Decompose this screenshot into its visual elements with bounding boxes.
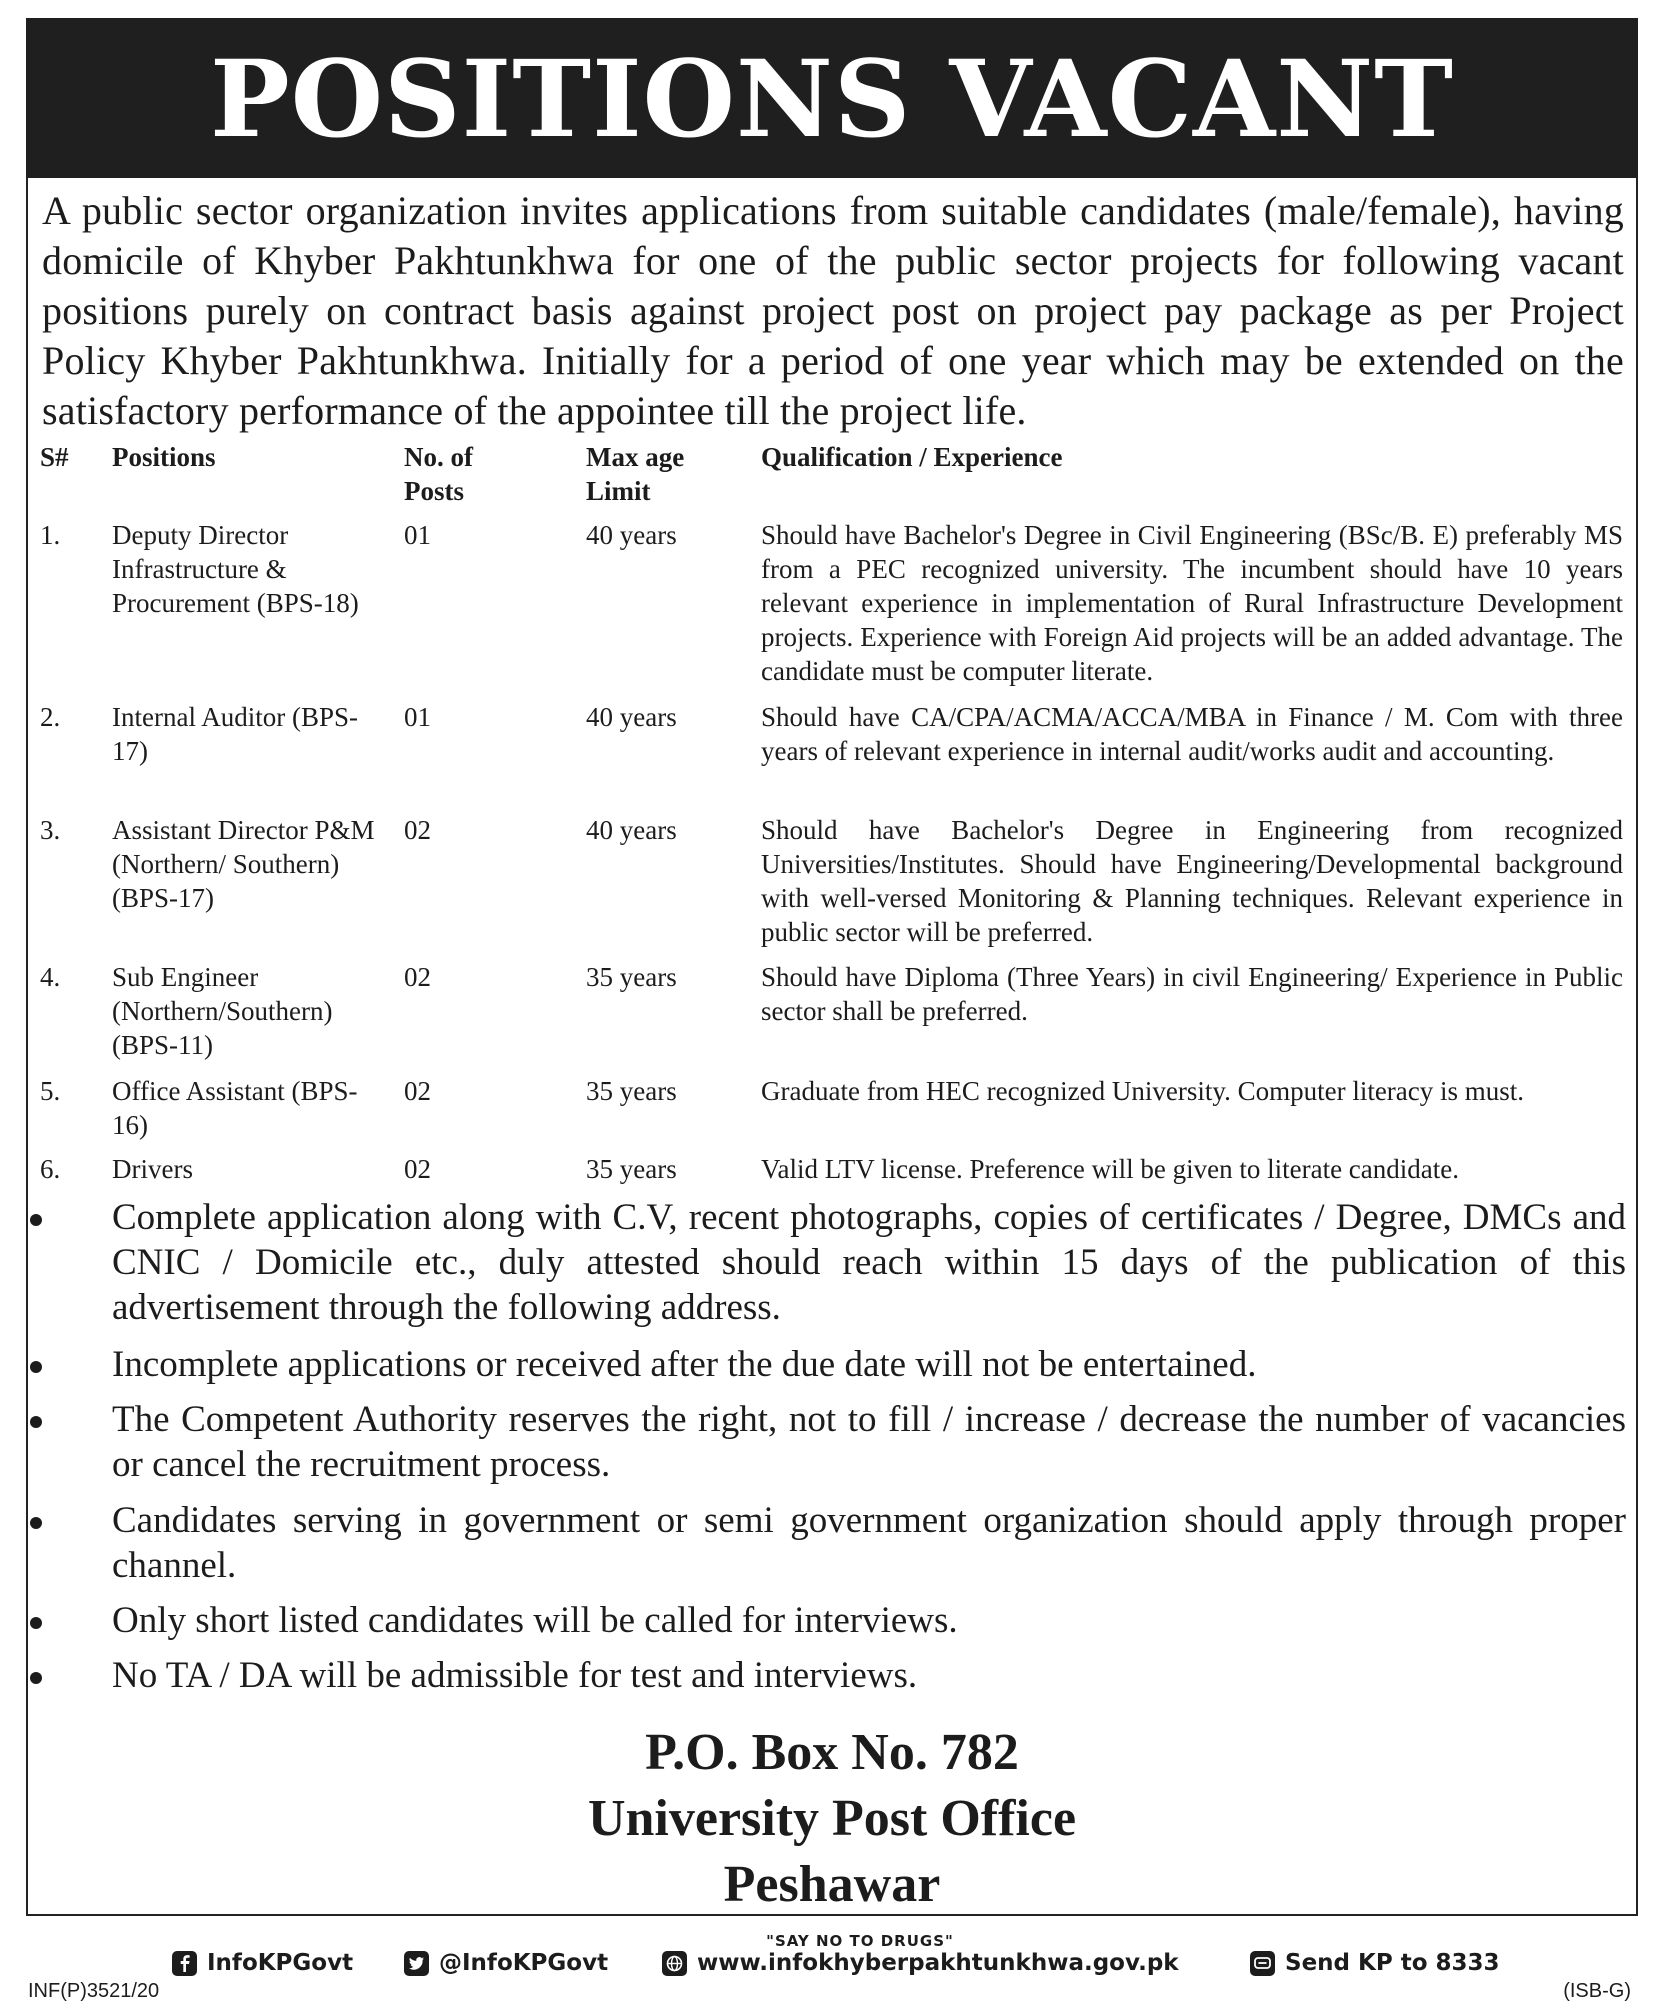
table-header (40, 440, 1630, 510)
row-age: 40 years (586, 702, 677, 732)
bullet-icon (30, 1214, 42, 1226)
region-code: (ISB-G) (1563, 1980, 1631, 2002)
twitter-icon (404, 1951, 429, 1976)
row-qualification: Should have Diploma (Three Years) in civil Engineering/ Experience in Public sector shall be preferred. (761, 962, 1623, 1026)
row-posts: 02 (404, 815, 431, 845)
list-item-text: Candidates serving in government or semi government organization should apply through proper channel. (112, 1500, 1626, 1586)
list-item-text: The Competent Authority reserves the right, not to fill / increase / decrease the number of vacancies or cancel the recruitment process. (112, 1399, 1626, 1485)
bullet-icon (30, 1361, 42, 1373)
facebook-contact[interactable] (172, 1950, 353, 1976)
facebook-icon (172, 1951, 197, 1976)
row-position: Internal Auditor (BPS-17) (112, 702, 358, 766)
header-max-age: Max age Limit (586, 442, 685, 506)
page-title: POSITIONS VACANT (26, 18, 1638, 178)
address-city: Peshawar (723, 1856, 941, 1913)
row-age: 35 years (586, 962, 677, 992)
address-post-office: University Post Office (587, 1790, 1077, 1847)
row-posts: 02 (404, 1154, 431, 1184)
bullet-icon (30, 1517, 42, 1529)
row-sn: 1. (40, 520, 61, 550)
sms-icon (1250, 1951, 1275, 1976)
row-age: 40 years (586, 520, 677, 550)
sms-contact[interactable] (1250, 1950, 1500, 1976)
website-contact[interactable] (662, 1950, 1179, 1976)
list-item-text: Complete application along with C.V, recent photographs, copies of certificates / Degree, DMCs and CNIC / Domicile etc., duly attested should reach within 15 days of the publication of this advertisement through the following address. (112, 1197, 1626, 1328)
row-posts: 01 (404, 702, 431, 732)
header-position: Positions (112, 442, 216, 472)
list-item-text: No TA / DA will be admissible for test and interviews. (112, 1655, 918, 1696)
globe-icon (662, 1951, 687, 1976)
list-item-text: Incomplete applications or received after the due date will not be entertained. (112, 1344, 1257, 1385)
header-no-of-posts: No. of Posts (404, 442, 473, 506)
row-sn: 6. (40, 1154, 61, 1184)
row-qualification: Should have Bachelor's Degree in Civil Engineering (BSc/B. E) preferably MS from a PEC recognized university. The incumbent should have 10 years relevant experience in implementation of Rural Infrastructure Development projects. Experience with Foreign Aid projects will be an added advantage. The candidate must be computer literate. (761, 520, 1623, 686)
facebook-handle: InfoKPGovt (207, 1950, 354, 1976)
row-posts: 02 (404, 962, 431, 992)
row-posts: 02 (404, 1076, 431, 1106)
bullet-icon (30, 1617, 42, 1629)
sms-text: Send KP to 8333 (1285, 1950, 1500, 1976)
bullet-icon (30, 1416, 42, 1428)
row-qualification: Graduate from HEC recognized University. Computer literacy is must. (761, 1076, 1525, 1106)
row-position: Deputy Director Infrastructure & Procurement (BPS-18) (112, 520, 359, 618)
row-qualification: Should have CA/CPA/ACMA/ACCA/MBA in Finance / M. Com with three years of relevant experience in internal audit/works audit and accounting. (761, 702, 1623, 766)
row-sn: 4. (40, 962, 61, 992)
row-sn: 2. (40, 702, 61, 732)
row-qualification: Should have Bachelor's Degree in Engineering from recognized Universities/Institutes. Should have Engineering/Developmental background with well-versed Monitoring & Planning techniques. Relevant experience in public sector will be preferred. (761, 815, 1623, 947)
bullet-icon (30, 1672, 42, 1684)
list-item-text: Only short listed candidates will be called for interviews. (112, 1600, 958, 1641)
intro-paragraph: A public sector organization invites applications from suitable candidates (male/female), having domicile of Khyber Pakhtunkhwa for one of the public sector projects for following vacant positions purely on contract basis against project post on project pay package as per Project Policy Khyber Pakhtunkhwa. Initially for a period of one year which may be extended on the satisfactory performance of the appointee till the project life. (42, 188, 1624, 433)
row-age: 40 years (586, 815, 677, 845)
row-position: Sub Engineer (Northern/Southern) (BPS-11) (112, 962, 333, 1060)
header-qualification: Qualification / Experience (761, 442, 1063, 472)
twitter-contact[interactable] (404, 1950, 608, 1976)
row-age: 35 years (586, 1076, 677, 1106)
footer-contacts (172, 1950, 1522, 1982)
row-position: Office Assistant (BPS-16) (112, 1076, 358, 1140)
postal-address (26, 1720, 1638, 1918)
advert-code: INF(P)3521/20 (28, 1980, 160, 2002)
row-position: Assistant Director P&M (Northern/ Southern) (BPS-17) (112, 815, 375, 913)
website-url: www.infokhyberpakhtunkhwa.gov.pk (697, 1950, 1179, 1976)
row-posts: 01 (404, 520, 431, 550)
header-sn: S# (40, 442, 69, 472)
footer-motto: "SAY NO TO DRUGS" (766, 1932, 954, 1950)
address-po-box: P.O. Box No. 782 (645, 1724, 1019, 1781)
row-sn: 3. (40, 815, 61, 845)
row-age: 35 years (586, 1154, 677, 1184)
twitter-handle: @InfoKPGovt (439, 1950, 609, 1976)
row-qualification: Valid LTV license. Preference will be given to literate candidate. (761, 1154, 1459, 1184)
row-sn: 5. (40, 1076, 61, 1106)
row-position: Drivers (112, 1154, 193, 1184)
